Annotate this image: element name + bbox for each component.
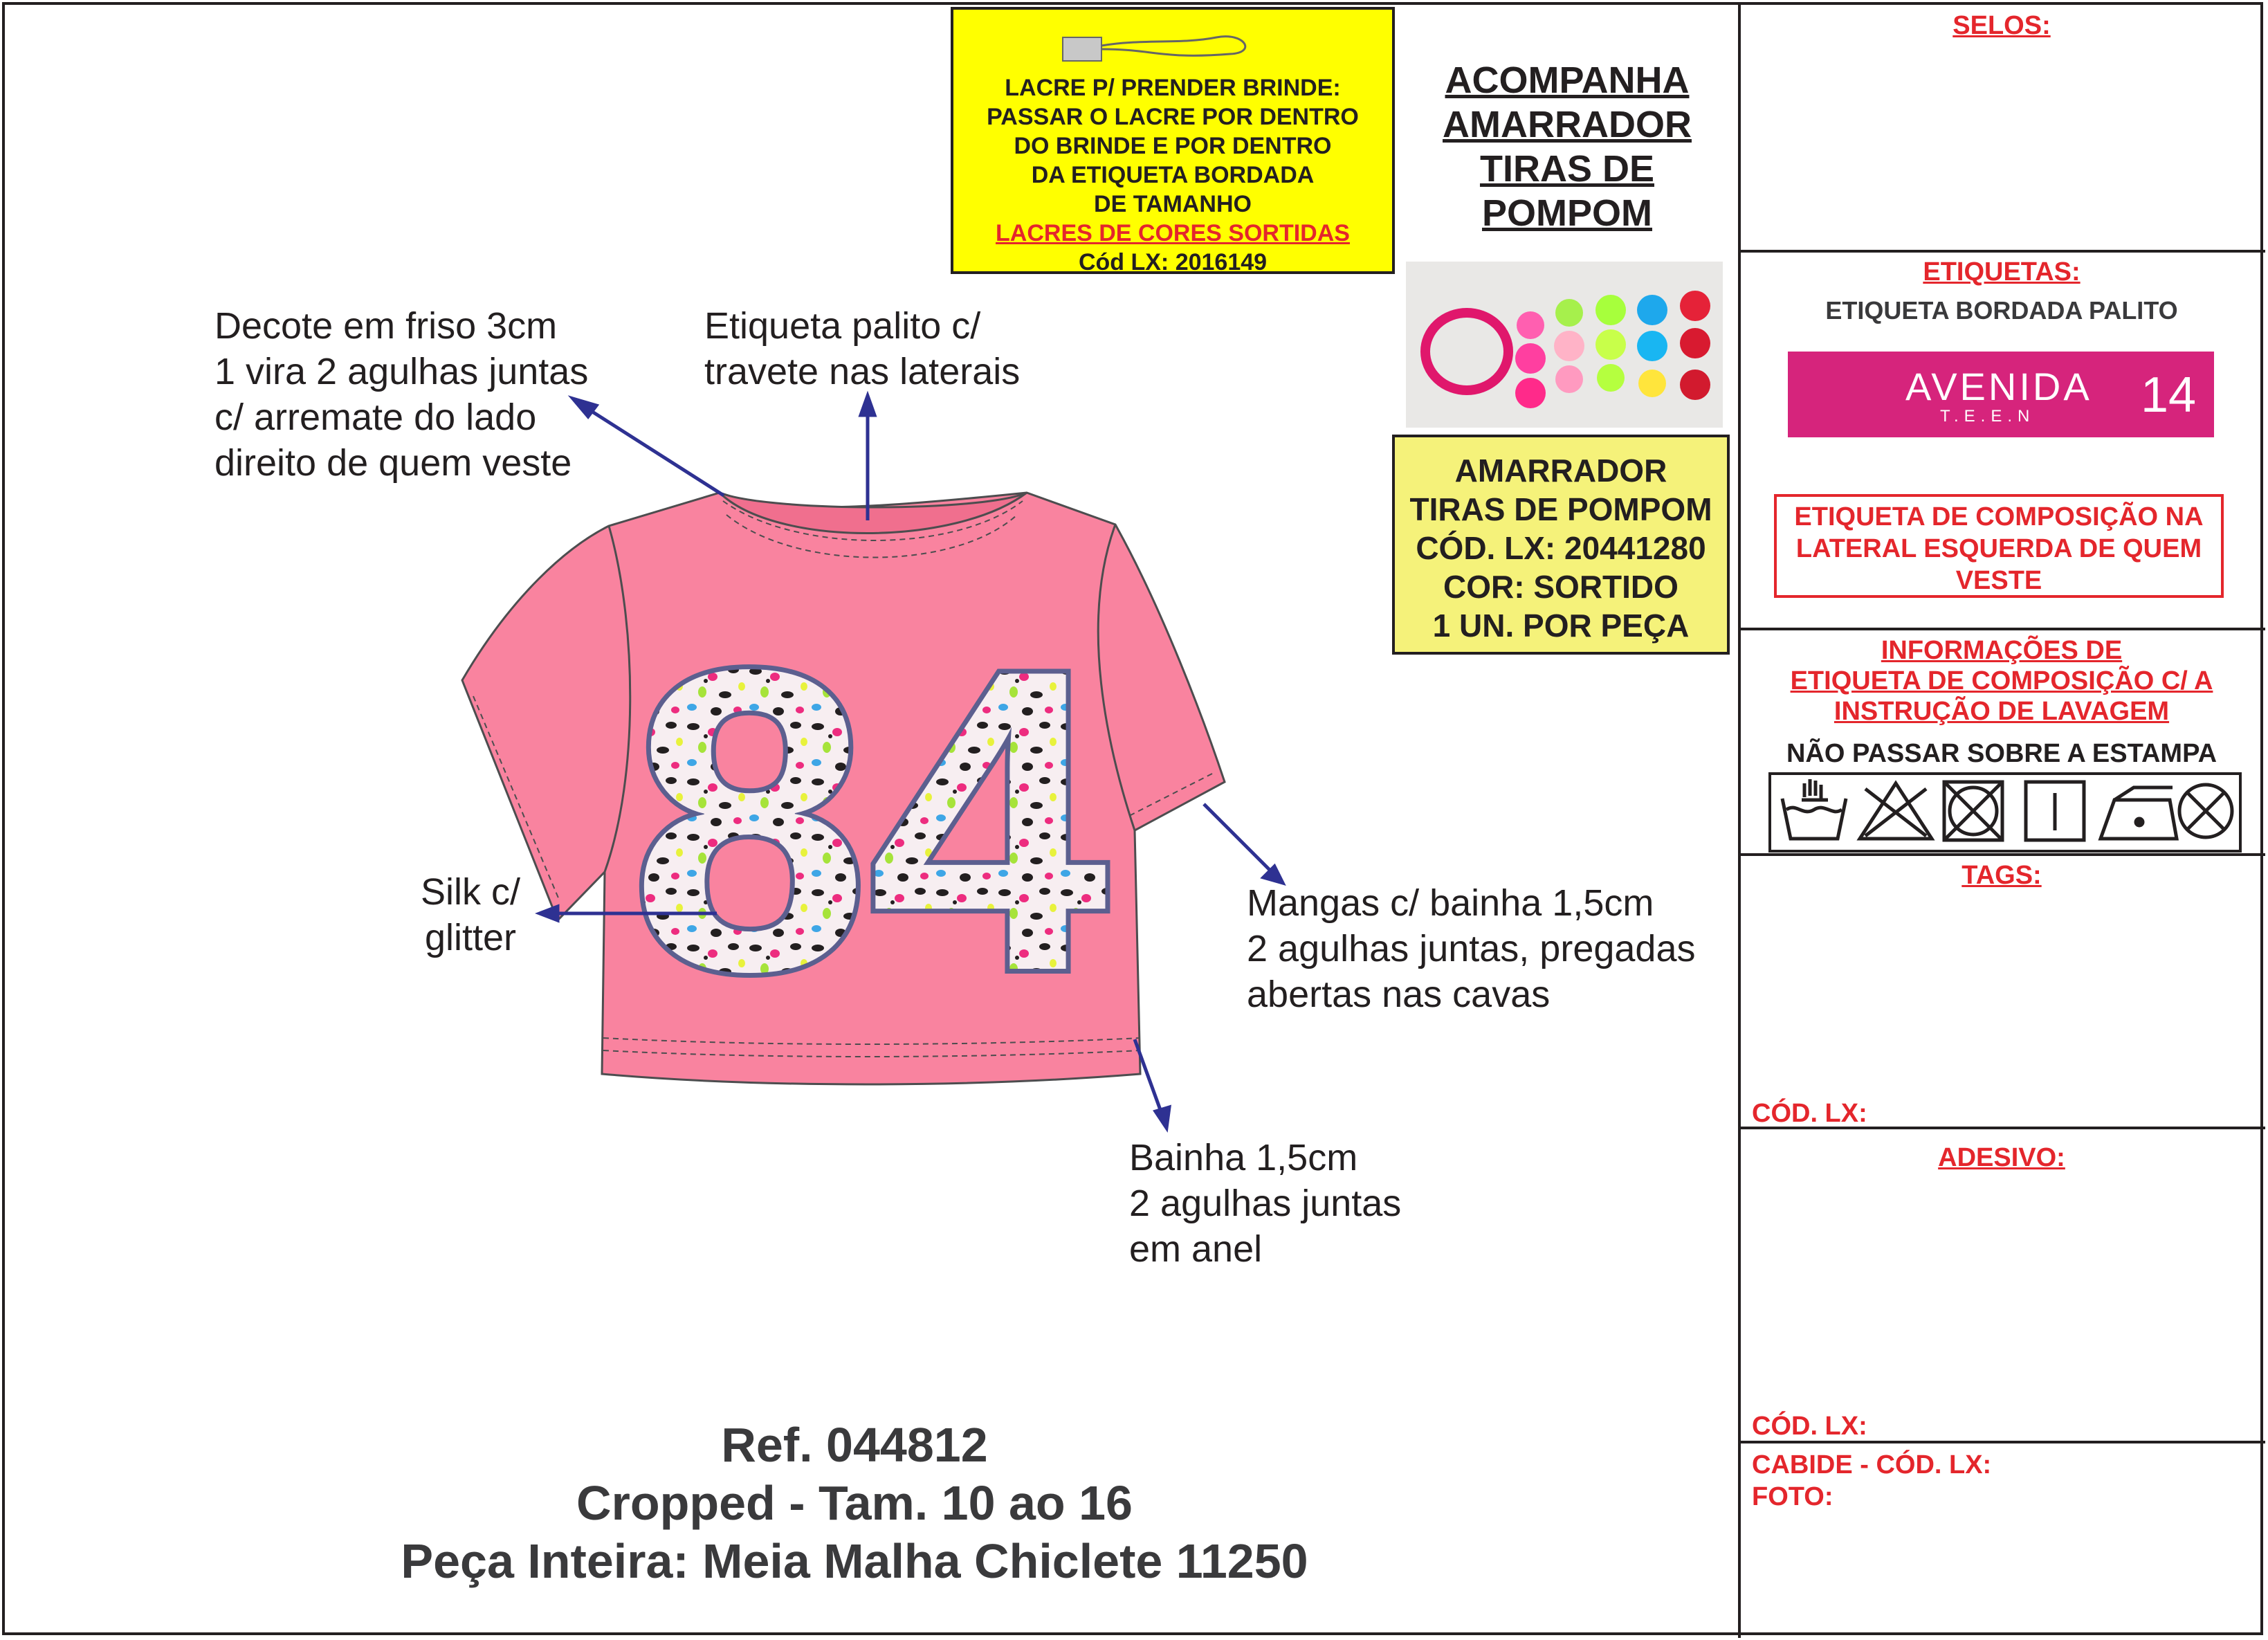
acompanha-line-4: POMPOM	[1481, 192, 1652, 234]
sidebar-divider	[1738, 2, 1741, 1638]
lacre-highlight: LACRES DE CORES SORTIDAS	[996, 220, 1350, 246]
footer-ref: Ref. 044812	[721, 1418, 988, 1472]
amarrador-box	[1392, 435, 1730, 655]
selos-title: SELOS:	[1953, 11, 2051, 40]
lacre-line-2: PASSAR O LACRE POR DENTRO	[987, 104, 1359, 130]
divider-etiquetas	[1738, 628, 2265, 630]
info-title	[1741, 635, 2262, 727]
note-bainha: Bainha 1,5cm 2 agulhas juntas em anel	[1129, 1137, 1402, 1270]
pompom-tie-image	[1406, 262, 1723, 428]
amarrador-line-2: TIRAS DE POMPOM	[1409, 491, 1712, 527]
lacre-seal-icon	[1057, 18, 1258, 80]
info-title-line-2: ETIQUETA DE COMPOSIÇÃO C/ A	[1790, 666, 2213, 695]
composicao-box: ETIQUETA DE COMPOSIÇÃO NA LATERAL ESQUERDA DE QUEM VESTE	[1774, 494, 2224, 598]
acompanha-title	[1418, 58, 1716, 235]
arrow-mangas	[1204, 804, 1273, 873]
acompanha-line-2: AMARRADOR	[1443, 104, 1692, 145]
brand-name: AVENIDA	[1905, 365, 2092, 408]
amarrador-line-1: AMARRADOR	[1454, 453, 1667, 489]
info-title-line-3: INSTRUÇÃO DE LAVAGEM	[1833, 697, 2170, 726]
note-silk: Silk c/ glitter	[421, 871, 521, 958]
amarrador-line-4: COR: SORTIDO	[1443, 569, 1679, 605]
cabide-cod-lx: CABIDE - CÓD. LX:	[1752, 1450, 1992, 1479]
etiqueta-bordada-label: ETIQUETA BORDADA PALITO	[1825, 296, 2178, 325]
note-etiqueta-palito: Etiqueta palito c/ travete nas laterais	[704, 305, 1021, 392]
lacre-code: Cód LX: 2016149	[1078, 249, 1268, 275]
lacre-line-3: DO BRINDE E POR DENTRO	[1014, 133, 1332, 159]
adesivo-cod-lx: CÓD. LX:	[1752, 1412, 1867, 1441]
footer-model: Cropped - Tam. 10 ao 16	[576, 1476, 1133, 1530]
tags-cod-lx: CÓD. LX:	[1752, 1099, 1867, 1128]
foto-label: FOTO:	[1752, 1482, 1833, 1511]
amarrador-line-3: CÓD. LX: 20441280	[1416, 530, 1706, 566]
note-mangas: Mangas c/ bainha 1,5cm 2 agulhas juntas, pregadas abertas nas cavas	[1247, 882, 1696, 1015]
lacre-box	[951, 7, 1395, 274]
nao-passar-label: NÃO PASSAR SOBRE A ESTAMPA	[1786, 739, 2217, 768]
brand-label	[1788, 352, 2214, 437]
note-decote: Decote em friso 3cm 1 vira 2 agulhas juntas c/ arremate do lado direito de quem veste	[214, 305, 589, 484]
tags-title: TAGS:	[1961, 861, 2042, 890]
etiquetas-title: ETIQUETAS:	[1923, 257, 2080, 286]
arrow-silk-head	[540, 906, 558, 920]
brand-sub: T.E.E.N	[1940, 407, 2036, 426]
divider-selos	[1738, 250, 2265, 253]
brand-size: 14	[2141, 367, 2197, 423]
footer	[277, 1416, 1432, 1590]
arrow-bainha-head	[1155, 1107, 1169, 1128]
acompanha-line-1: ACOMPANHA	[1445, 60, 1690, 101]
acompanha-line-3: TIRAS DE	[1479, 148, 1655, 190]
adesivo-title: ADESIVO:	[1938, 1143, 2065, 1172]
arrow-etiqueta-head	[861, 396, 875, 415]
lacre-line-4: DA ETIQUETA BORDADA	[1031, 162, 1315, 188]
arrow-bainha	[1135, 1039, 1162, 1115]
care-symbols	[1768, 772, 2242, 853]
amarrador-line-5: 1 UN. POR PEÇA	[1432, 608, 1690, 644]
graphic-84: 84	[630, 581, 1108, 1060]
footer-fabric: Peça Inteira: Meia Malha Chiclete 11250	[401, 1534, 1308, 1588]
lacre-line-1: LACRE P/ PRENDER BRINDE:	[1005, 75, 1341, 101]
lacre-line-5: DE TAMANHO	[1094, 191, 1252, 217]
info-title-line-1: INFORMAÇÕES DE	[1881, 636, 2123, 665]
divider-info	[1738, 853, 2265, 856]
arrow-decote	[583, 406, 724, 495]
